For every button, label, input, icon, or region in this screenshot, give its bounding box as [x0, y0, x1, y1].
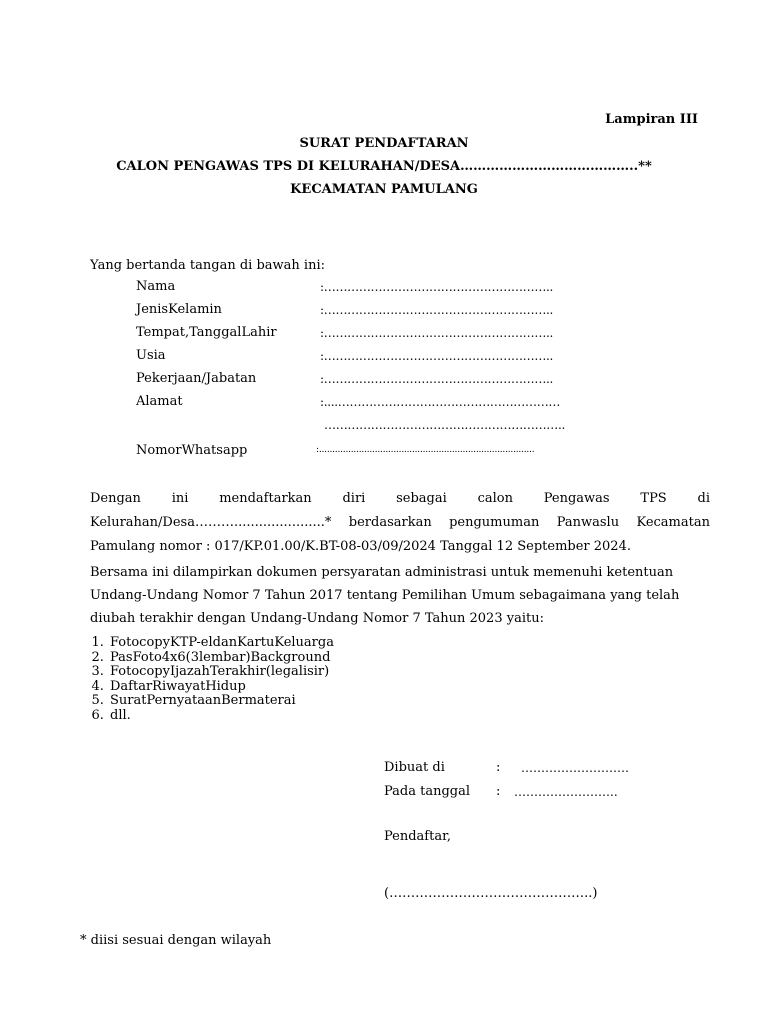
list-item: 4. DaftarRiwayatHidup	[108, 680, 334, 695]
document-subtitle: CALON PENGAWAS TPS DI KELURAHAN/DESA…………………………………..**	[116, 159, 652, 174]
list-item: 2. PasFoto4x6(3lembar)Background	[108, 651, 334, 666]
signature-name-line: (………………………………………..)	[384, 886, 598, 901]
field-label-jenis-kelamin: JenisKelamin	[136, 302, 222, 317]
field-value-alamat-line2: ……………………………………………………..	[324, 418, 566, 432]
field-label-alamat: Alamat	[136, 394, 183, 409]
field-value-nama: :…………………………………………………..	[320, 280, 554, 294]
pada-tanggal-colon: :	[496, 784, 501, 799]
field-label-pekerjaan: Pekerjaan/Jabatan	[136, 371, 257, 386]
pendaftar-label: Pendaftar,	[384, 829, 452, 844]
footnote: * diisi sesuai dengan wilayah	[80, 933, 272, 948]
list-item: 6. dll.	[108, 709, 334, 724]
pada-tanggal-value: ……………………..	[514, 785, 618, 799]
document-kecamatan: KECAMATAN PAMULANG	[290, 182, 478, 197]
field-label-usia: Usia	[136, 348, 166, 363]
dibuat-di-colon: :	[496, 760, 501, 775]
field-value-tempat-tanggal-lahir: :…………………………………………………..	[320, 326, 554, 340]
dibuat-di-label: Dibuat di	[384, 760, 445, 775]
field-value-alamat: :....…………………………………………………	[320, 395, 561, 409]
field-label-tempat-tanggal-lahir: Tempat,TanggalLahir	[136, 325, 277, 340]
field-label-nomor-whatsapp: NomorWhatsapp	[136, 443, 248, 458]
lampiran-label: Lampiran III	[605, 112, 698, 127]
pada-tanggal-label: Pada tanggal	[384, 784, 471, 799]
dibuat-di-value: ………………………	[521, 761, 629, 775]
field-value-nomor-whatsapp: :.................................................................................	[316, 445, 535, 455]
attachment-paragraph: Bersama ini dilampirkan dokumen persyaratan administrasi untuk memenuhi ketentuan Undang-Undang Nomor 7 Tahun 2017 tentang Pemilihan Umum sebagaimana yang telah diubah terakhir dengan Undang-Undang Nomor 7 Tahun 2023 yaitu:	[90, 565, 680, 626]
list-item: 1. FotocopyKTP-eldanKartuKeluarga	[108, 636, 334, 651]
field-value-pekerjaan: :…………………………………………………..	[320, 372, 554, 386]
registration-paragraph: Dengan ini mendaftarkan diri sebagai calon Pengawas TPS di Kelurahan/Desa………......................* berdasarkan pengumuman Panwaslu Kecamatan Pamulang nomor : 017/KP.01.00/K.BT-08-03/09/2024 Tanggal 12 September 2024.	[90, 491, 710, 554]
intro-text: Yang bertanda tangan di bawah ini:	[90, 258, 325, 273]
field-value-jenis-kelamin: :…………………………………………………..	[320, 303, 554, 317]
field-value-usia: :…………………………………………………..	[320, 349, 554, 363]
document-title: SURAT PENDAFTARAN	[299, 136, 469, 151]
list-item: 3. FotocopyIjazahTerakhir(legalisir)	[108, 665, 334, 680]
document-list	[90, 636, 334, 724]
list-item: 5. SuratPernyataanBermaterai	[108, 694, 334, 709]
field-label-nama: Nama	[136, 279, 176, 294]
